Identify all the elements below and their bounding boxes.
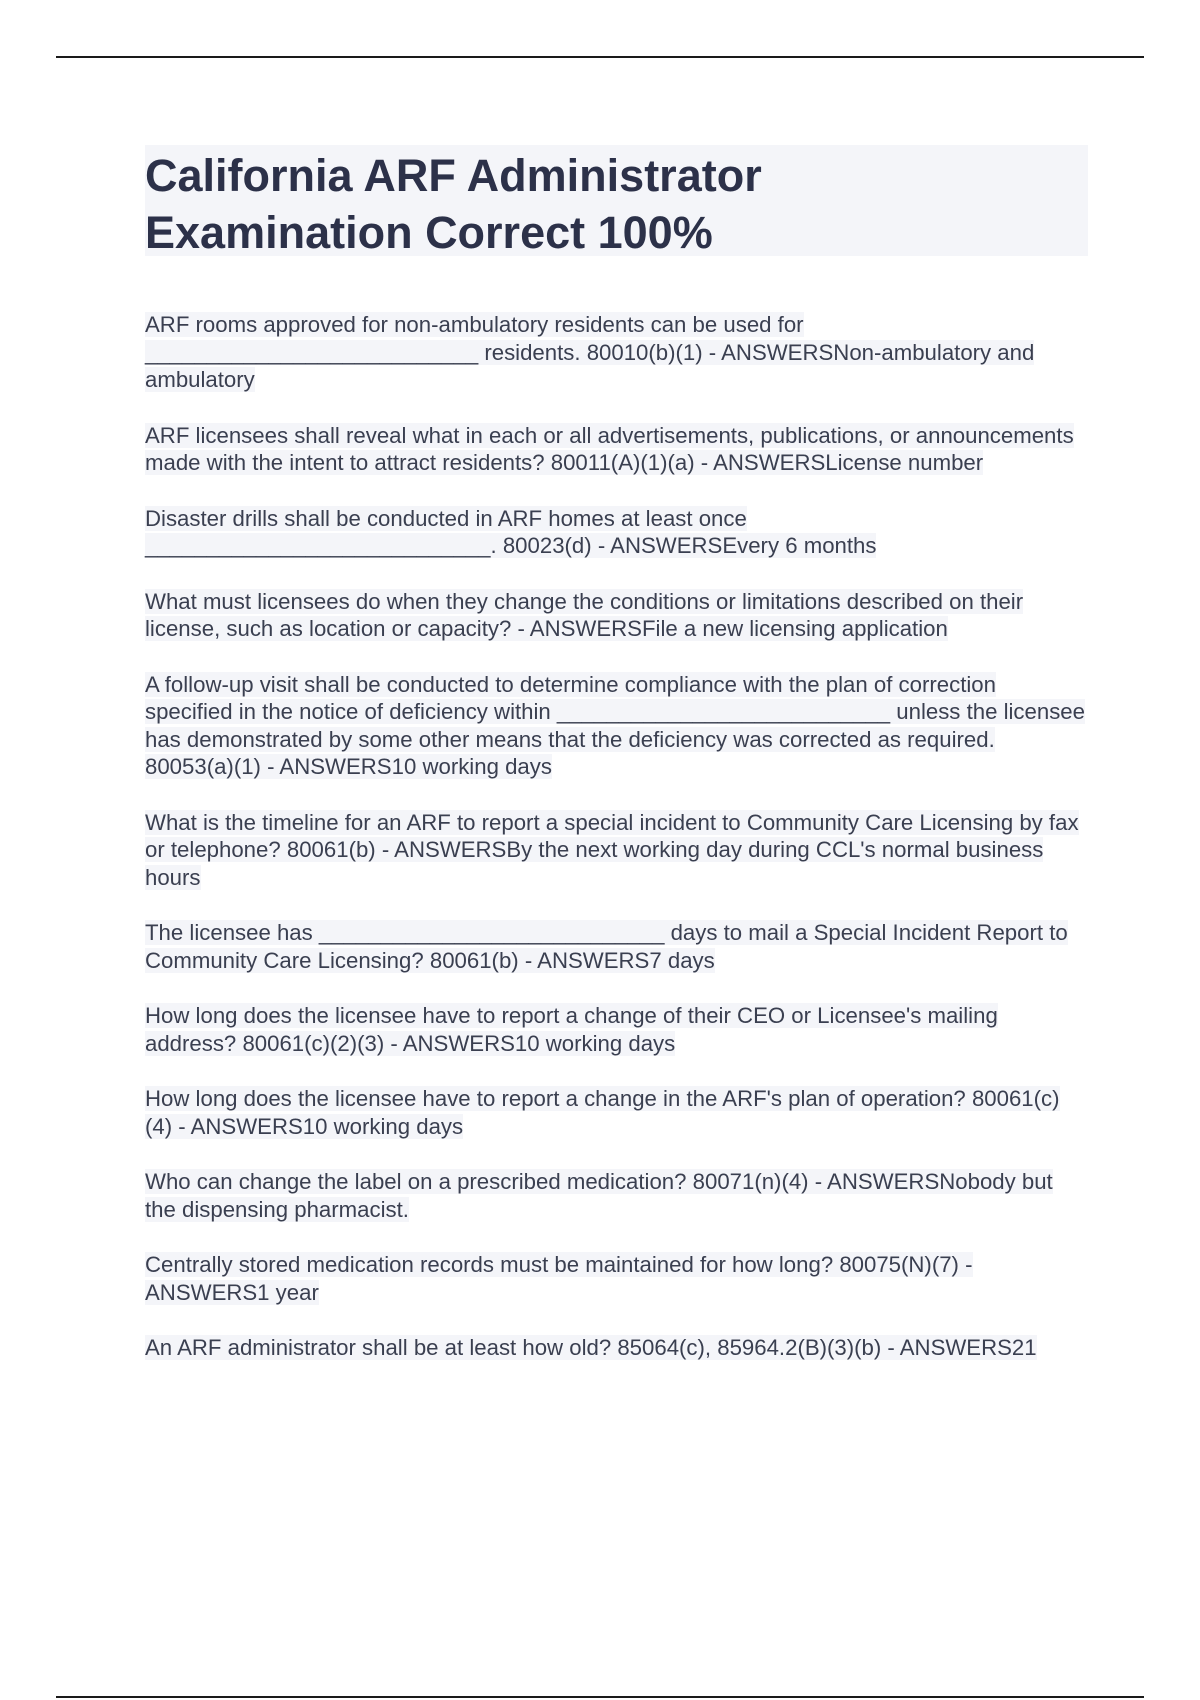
- qa-item: [145, 919, 1085, 974]
- qa-text: The licensee has ____________________________ days to mail a Special Incident Report to Community Care Licensing? 80061(b) - ANSWERS7 days: [145, 920, 1068, 973]
- qa-text: ARF rooms approved for non-ambulatory residents can be used for ___________________________ residents. 80010(b)(1) - ANSWERSNon-ambulatory and ambulatory: [145, 312, 1035, 392]
- qa-text: Centrally stored medication records must be maintained for how long? 80075(N)(7) - ANSWERS1 year: [145, 1252, 973, 1305]
- qa-item: [145, 1002, 1085, 1057]
- qa-item: [145, 809, 1085, 892]
- qa-text: How long does the licensee have to report a change of their CEO or Licensee's mailing address? 80061(c)(2)(3) - ANSWERS10 working days: [145, 1003, 998, 1056]
- qa-item: [145, 422, 1085, 477]
- qa-text: Who can change the label on a prescribed medication? 80071(n)(4) - ANSWERSNobody but the dispensing pharmacist.: [145, 1169, 1053, 1222]
- qa-text: What is the timeline for an ARF to report a special incident to Community Care Licensing by fax or telephone? 80061(b) - ANSWERSBy the next working day during CCL's normal business hours: [145, 809, 1079, 890]
- qa-item: [145, 1168, 1085, 1223]
- qa-item: [145, 1085, 1085, 1140]
- qa-item: [145, 588, 1085, 643]
- qa-item: [145, 311, 1085, 394]
- qa-item: [145, 1334, 1085, 1362]
- qa-text: A follow-up visit shall be conducted to determine compliance with the plan of correction specified in the notice of deficiency within ___________________________ unless the licensee has demonstrated by some other means that the deficiency was corrected as required. 80053(a)(1) - ANSWERS10 working days: [145, 671, 1085, 779]
- qa-item: [145, 1251, 1085, 1306]
- page-title: California ARF Administrator Examination Correct 100%: [145, 150, 762, 258]
- qa-item: [145, 671, 1085, 781]
- qa-text: ARF licensees shall reveal what in each or all advertisements, publications, or announcements made with the intent to attract residents? 80011(A)(1)(a) - ANSWERSLicense number: [145, 422, 1074, 475]
- qa-text: How long does the licensee have to report a change in the ARF's plan of operation? 80061(c)(4) - ANSWERS10 working days: [145, 1086, 1060, 1139]
- qa-text: Disaster drills shall be conducted in ARF homes at least once ____________________________. 80023(d) - ANSWERSEvery 6 months: [145, 505, 877, 558]
- top-rule: [56, 56, 1144, 58]
- qa-item: [145, 505, 1085, 560]
- qa-list: [145, 311, 1085, 1390]
- qa-text: An ARF administrator shall be at least how old? 85064(c), 85964.2(B)(3)(b) - ANSWERS21: [145, 1335, 1037, 1360]
- title-block: [145, 145, 1088, 256]
- bottom-rule: [56, 1696, 1144, 1698]
- qa-text: What must licensees do when they change the conditions or limitations described on their license, such as location or capacity? - ANSWERSFile a new licensing application: [145, 588, 1024, 641]
